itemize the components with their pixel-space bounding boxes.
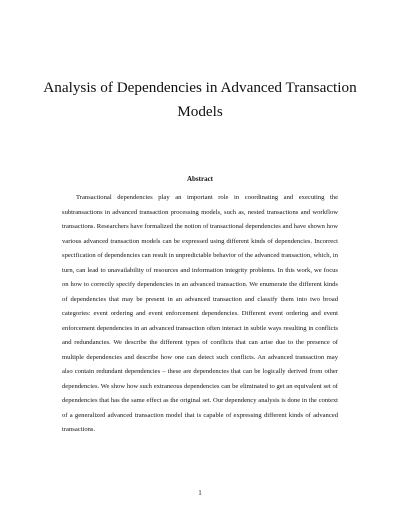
abstract-body: Transactional dependencies play an important role in coordinating and executing the subtransactions in advanced transaction processing models, such as, nested transactions and workflow transactions. Researchers have formalized the notion of transactional dependencies and have shown how various advanced transaction models can be expressed using different kinds of dependencies. Incorrect specification of dependencies can result in unpredictable behavior of the advanced transaction, which, in turn, can lead to unavailability of resources and information integrity problems. In this work, we focus on how to correctly specify dependencies in an advanced transaction. We enumerate the different kinds of dependencies that may be present in an advanced transaction and classify them into two broad categories: event ordering and event enforcement dependencies. Different event ordering and event enforcement dependencies in an advanced transaction often interact in subtle ways resulting in conflicts and redundancies. We describe the different types of conflicts that can arise due to the presence of multiple dependencies and describe how one can detect such conflicts. An advanced transaction may also contain redundant dependencies – these are dependencies that can be logically derived from other dependencies. We show how such extraneous dependencies can be eliminated to get an equivalent set of dependencies that has the same effect as the original set. Our dependency analysis is done in the context of a generalized advanced transaction model that is capable of expressing different kinds of advanced transactions. bbox=[62, 194, 338, 433]
abstract-heading: Abstract bbox=[186, 175, 214, 183]
page-number: 1 bbox=[198, 489, 202, 497]
paper-title: Analysis of Dependencies in Advanced Transaction Models bbox=[43, 79, 357, 120]
